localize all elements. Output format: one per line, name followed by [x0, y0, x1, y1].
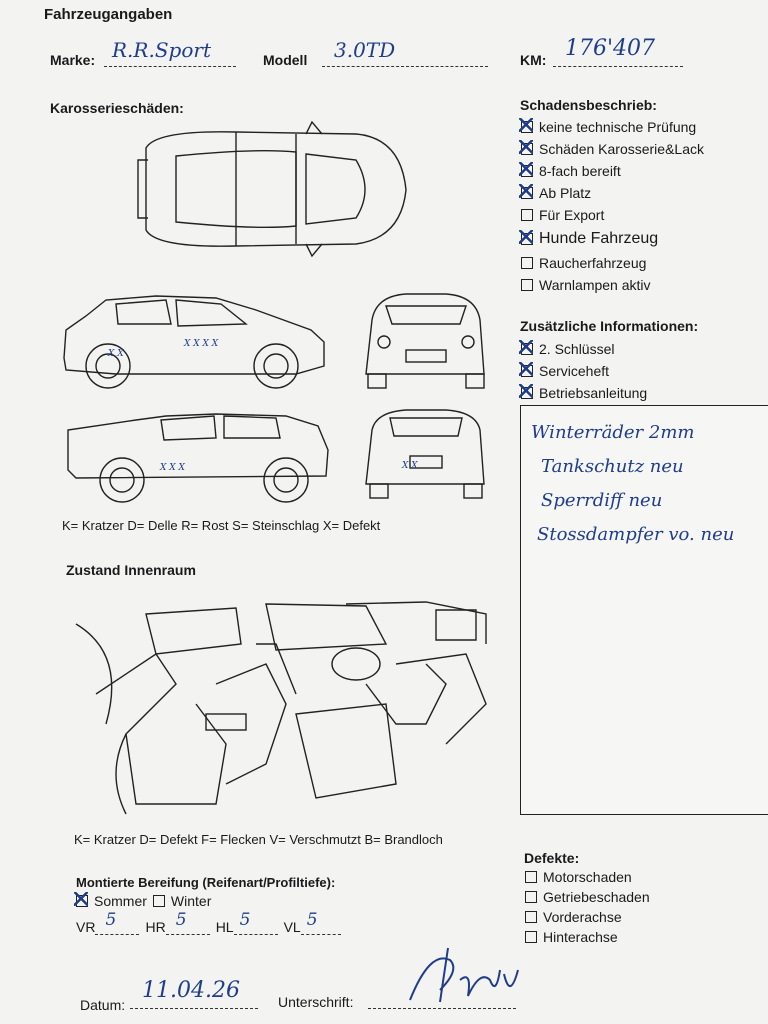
- interior-diagram[interactable]: [66, 584, 496, 830]
- note-line: Sperrdiff neu: [541, 490, 663, 511]
- checkbox[interactable]: [521, 387, 533, 399]
- body-damage-legend: K= Kratzer D= Delle R= Rost S= Steinschlag X= Defekt: [62, 518, 381, 533]
- checkbox[interactable]: [525, 891, 537, 903]
- winter-label: Winter: [170, 893, 212, 909]
- vl-field[interactable]: 5: [301, 916, 341, 935]
- checkbox[interactable]: [521, 209, 533, 221]
- defect-item[interactable]: Hinterachse: [525, 927, 650, 947]
- car-rear-view: [366, 410, 484, 498]
- checkbox[interactable]: [521, 343, 533, 355]
- damage-item[interactable]: Für Export: [521, 204, 704, 226]
- hl-label: HL: [215, 919, 234, 935]
- checkbox[interactable]: [521, 365, 533, 377]
- sommer-checkbox[interactable]: [76, 895, 88, 907]
- sommer-label: Sommer: [94, 893, 147, 909]
- damage-item[interactable]: Ab Platz: [521, 182, 704, 204]
- svg-text:X X X: X X X: [160, 463, 185, 473]
- vl-label: VL: [283, 919, 301, 935]
- checkbox[interactable]: [521, 257, 533, 269]
- defect-item[interactable]: Motorschaden: [525, 867, 650, 887]
- additional-info-list: [521, 338, 647, 404]
- hr-field[interactable]: 5: [166, 916, 210, 935]
- datum-value: 11.04.26: [142, 978, 240, 1003]
- vr-field[interactable]: 5: [95, 916, 139, 935]
- checkbox[interactable]: [521, 279, 533, 291]
- modell-value: 3.0TD: [334, 38, 396, 62]
- damage-description-heading: Schadensbeschrieb:: [520, 97, 657, 113]
- info-item[interactable]: 2. Schlüssel: [521, 338, 647, 360]
- checkbox[interactable]: [521, 187, 533, 199]
- marke-value: R.R.Sport: [112, 38, 211, 62]
- signature-label: Unterschrift:: [278, 994, 354, 1010]
- checkbox[interactable]: [521, 233, 533, 245]
- datum-field[interactable]: [130, 978, 258, 1009]
- defects-list: [525, 867, 650, 947]
- form-title: Fahrzeugangaben: [44, 6, 173, 23]
- defect-item[interactable]: Getriebeschaden: [525, 887, 650, 907]
- interior-legend: K= Kratzer D= Defekt F= Flecken V= Verschmutzt B= Brandloch: [74, 832, 443, 847]
- car-top-view: [138, 122, 406, 256]
- tires-heading: Montierte Bereifung (Reifenart/Profiltiefe):: [76, 875, 336, 890]
- info-item[interactable]: Betriebsanleitung: [521, 382, 647, 404]
- checkbox[interactable]: [521, 165, 533, 177]
- km-label: KM:: [520, 52, 547, 68]
- damage-item[interactable]: Schäden Karosserie&Lack: [521, 138, 704, 160]
- winter-checkbox[interactable]: [153, 895, 165, 907]
- car-body-diagram[interactable]: [56, 120, 496, 520]
- defects-heading: Defekte:: [524, 850, 580, 866]
- datum-label: Datum:: [80, 997, 126, 1013]
- vr-label: VR: [76, 919, 96, 935]
- damage-item[interactable]: keine technische Prüfung: [521, 116, 704, 138]
- damage-item[interactable]: Warnlampen aktiv: [521, 274, 704, 296]
- notes-box[interactable]: [520, 405, 768, 815]
- km-field[interactable]: [553, 36, 683, 67]
- tire-type-row: [76, 893, 211, 909]
- interior-heading: Zustand Innenraum: [66, 562, 196, 578]
- tread-depth-row: [76, 910, 341, 935]
- checkbox[interactable]: [521, 121, 533, 133]
- note-line: Stossdampfer vo. neu: [537, 524, 735, 545]
- damage-item[interactable]: Raucherfahrzeug: [521, 252, 704, 274]
- checkbox[interactable]: [525, 871, 537, 883]
- modell-label: Modell: [263, 52, 308, 68]
- km-value: 176'407: [565, 36, 656, 61]
- checkbox[interactable]: [525, 911, 537, 923]
- note-line: Winterräder 2mm: [531, 422, 695, 443]
- damage-item[interactable]: 8-fach bereift: [521, 160, 704, 182]
- svg-text:X X X X: X X X X: [184, 339, 219, 349]
- info-item[interactable]: Serviceheft: [521, 360, 647, 382]
- hl-field[interactable]: 5: [234, 916, 278, 935]
- additional-info-heading: Zusätzliche Informationen:: [520, 318, 699, 334]
- car-side-view-left: [64, 296, 324, 388]
- body-damage-heading: Karosserieschäden:: [50, 100, 184, 116]
- signature-drawing: [400, 940, 530, 1010]
- note-line: Tankschutz neu: [541, 456, 684, 477]
- car-front-view: [366, 294, 484, 388]
- marke-field[interactable]: [104, 38, 236, 67]
- checkbox[interactable]: [521, 143, 533, 155]
- damage-item[interactable]: Hunde Fahrzeug: [521, 226, 704, 252]
- modell-field[interactable]: [322, 38, 488, 67]
- damage-description-list: [521, 116, 704, 296]
- car-side-view-right: [68, 414, 328, 502]
- marke-label: Marke:: [50, 52, 96, 68]
- svg-text:X X: X X: [108, 349, 124, 359]
- svg-text:X X: X X: [402, 461, 418, 471]
- hr-label: HR: [145, 919, 166, 935]
- defect-item[interactable]: Vorderachse: [525, 907, 650, 927]
